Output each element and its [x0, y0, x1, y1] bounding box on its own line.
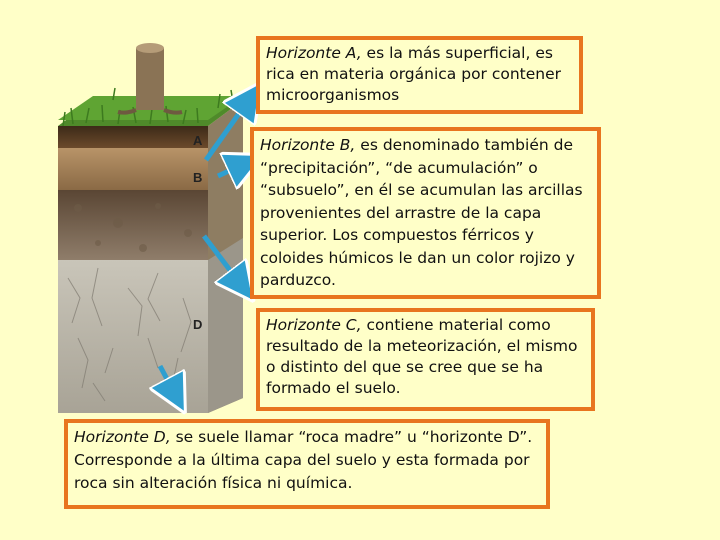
layer-label-b: B — [193, 170, 203, 185]
horizon-b-name: Horizonte B, — [260, 136, 356, 154]
horizon-a-box — [256, 36, 583, 114]
soil-profile-illustration — [58, 38, 248, 413]
horizon-d-text: se suele llamar “roca madre” u “horizonte D”. Corresponde a la última capa del suelo y esta formada por roca sin alteración física ni química. — [74, 428, 533, 492]
horizon-d-name: Horizonte D, — [74, 428, 171, 446]
horizon-c-text: contiene material como resultado de la meteorización, el mismo o distinto del que se cree que se ha formado el suelo. — [266, 316, 578, 397]
horizon-d-box — [64, 419, 550, 509]
layer-label-d: D — [193, 317, 203, 332]
horizon-c-box — [256, 308, 595, 411]
horizon-b-box — [250, 127, 601, 299]
layer-label-a: A — [193, 133, 203, 148]
horizon-c-name: Horizonte C, — [266, 316, 362, 334]
horizon-a-name: Horizonte A, — [266, 44, 362, 62]
horizon-b-text: es denominado también de “precipitación”, “de acumulación” o “subsuelo”, en él se acumulan las arcillas provenientes del arrastre de la capa superior. Los compuestos férricos y coloides húmicos le dan un color rojizo y parduzco. — [260, 136, 583, 289]
horizon-a-text: es la más superficial, es rica en materia orgánica por contener microorganismos — [266, 44, 562, 104]
